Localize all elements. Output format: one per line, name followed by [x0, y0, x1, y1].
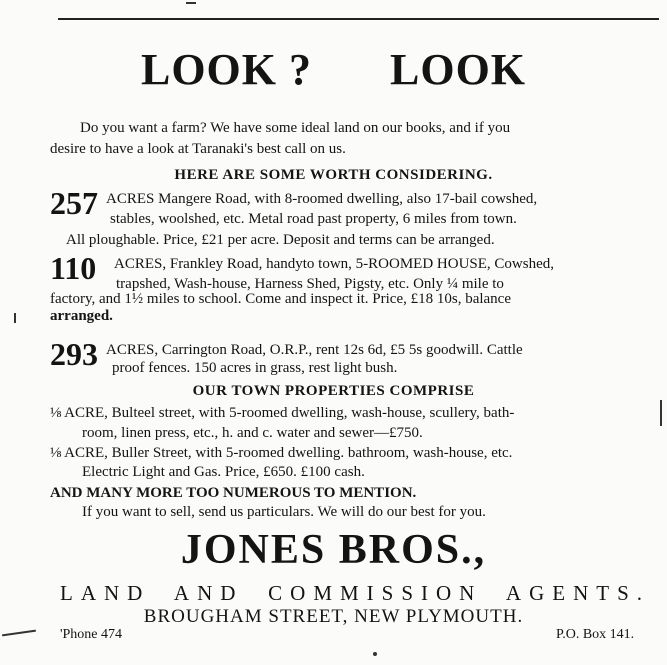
- headline-right: LOOK: [390, 45, 527, 94]
- headline-left: LOOK ?: [140, 45, 312, 94]
- town-1-line-2: room, linen press, etc., h. and c. water and sewer—£750.: [82, 425, 423, 441]
- print-mark: [186, 2, 196, 4]
- top-rule: [58, 18, 659, 20]
- margin-mark: [2, 630, 36, 637]
- section-heading-farms: HERE ARE SOME WORTH CONSIDERING.: [174, 167, 493, 183]
- phone-number: 'Phone 474: [60, 627, 123, 642]
- intro-line-2: desire to have a look at Taranaki's best call on us.: [50, 141, 346, 157]
- listing-110-line-4: arranged.: [50, 308, 113, 324]
- agents-line: LAND AND COMMISSION AGENTS.: [60, 581, 650, 605]
- listing-293-line-2: proof fences. 150 acres in grass, rest light bush.: [112, 360, 398, 376]
- listing-110-line-3: factory, and 1½ miles to school. Come and inspect it. Price, £18 10s, balance: [50, 291, 512, 307]
- margin-mark: [14, 313, 16, 323]
- headline: [0, 44, 667, 96]
- margin-mark: [373, 652, 377, 656]
- address-line: BROUGHAM STREET, NEW PLYMOUTH.: [143, 606, 524, 627]
- firm-name: JONES BROS.,: [180, 527, 487, 573]
- margin-mark: [660, 400, 662, 426]
- listing-acres-293: 293: [50, 336, 98, 372]
- intro-line-1: Do you want a farm? We have some ideal land on our books, and if you: [80, 120, 511, 136]
- sell-line: If you want to sell, send us particulars. We will do our best for you.: [82, 504, 486, 520]
- listing-257-line-3: All ploughable. Price, £21 per acre. Deposit and terms can be arranged.: [66, 232, 495, 248]
- po-box: P.O. Box 141.: [556, 627, 635, 642]
- listing-acres-110: 110: [50, 250, 97, 286]
- listing-257-line-1: ACRES Mangere Road, with 8-roomed dwelling, also 17-bail cowshed,: [106, 191, 538, 207]
- town-2-line-1: ⅛ ACRE, Buller Street, with 5-roomed dwelling. bathroom, wash-house, etc.: [50, 445, 513, 461]
- many-more-line: AND MANY MORE TOO NUMEROUS TO MENTION.: [50, 485, 417, 501]
- town-2-line-2: Electric Light and Gas. Price, £650. £100 cash.: [82, 464, 365, 480]
- listing-110-line-2: trapshed, Wash-house, Harness Shed, Pigsty, etc. Only ¼ mile to: [116, 276, 504, 292]
- section-heading-town: OUR TOWN PROPERTIES COMPRISE: [192, 383, 475, 399]
- listing-110-line-1: ACRES, Frankley Road, handyto town, 5-ROOMED HOUSE, Cowshed,: [114, 256, 554, 272]
- town-1-line-1: ⅛ ACRE, Bulteel street, with 5-roomed dwelling, wash-house, scullery, bath-: [50, 405, 515, 421]
- listing-293-line-1: ACRES, Carrington Road, O.R.P., rent 12s 6d, £5 5s goodwill. Cattle: [106, 342, 523, 358]
- listing-acres-257: 257: [50, 185, 98, 221]
- listing-257-line-2: stables, woolshed, etc. Metal road past property, 6 miles from town.: [110, 211, 517, 227]
